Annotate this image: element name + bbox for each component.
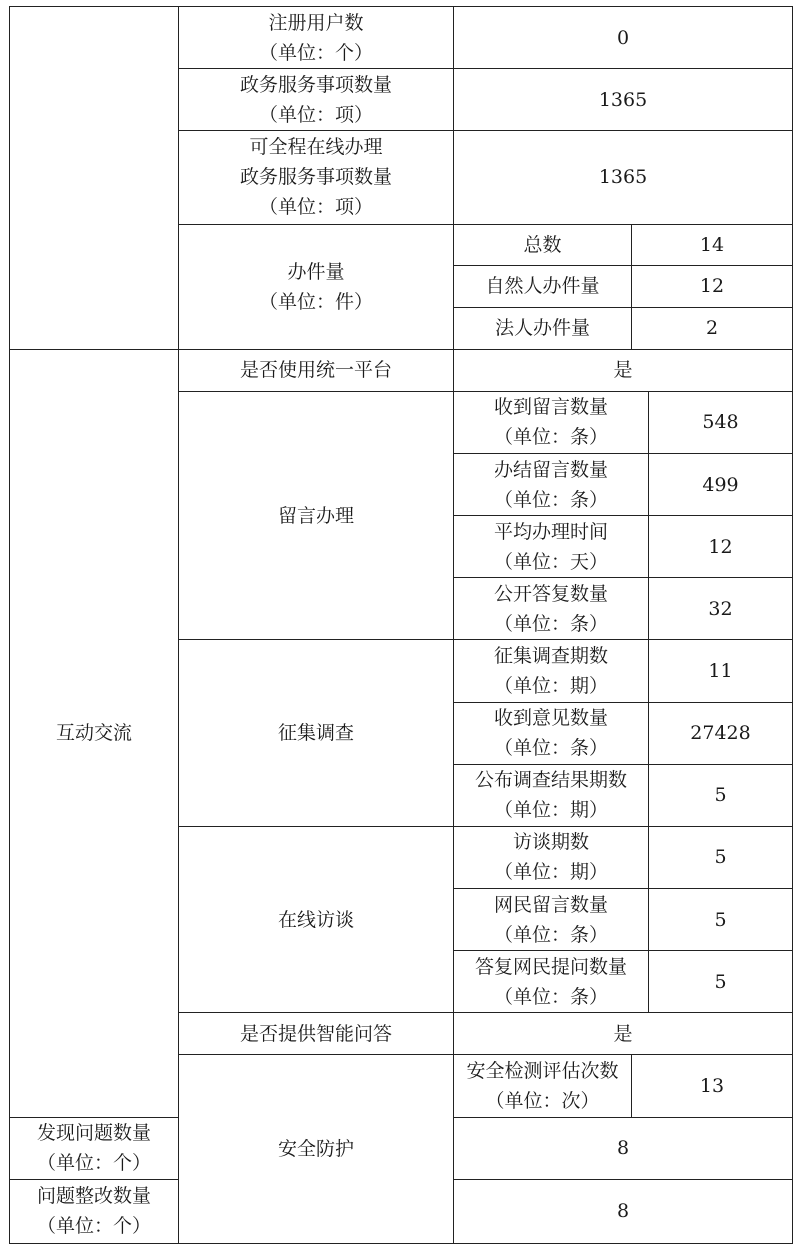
label-cell: 办件量 （单位：件） <box>179 224 454 349</box>
label-cell: 安全检测评估次数 （单位：次） <box>454 1055 632 1117</box>
category-cell-interaction: 互动交流 <box>10 349 179 1117</box>
sub-label-cell: 平均办理时间 （单位：天） <box>454 516 649 578</box>
label-cell: 是否提供智能问答 <box>179 1013 454 1055</box>
value-cell: 548 <box>649 391 793 453</box>
value-cell: 是 <box>454 349 793 391</box>
value-cell: 1365 <box>454 131 793 224</box>
value-cell: 8 <box>454 1179 793 1243</box>
stats-table-sheet <box>9 6 792 1244</box>
value-cell: 11 <box>649 640 793 702</box>
value-cell: 12 <box>649 516 793 578</box>
label-cell: 注册用户数 （单位：个） <box>179 7 454 69</box>
category-cell-security: 安全防护 <box>179 1055 454 1244</box>
sub-label-cell: 公开答复数量 （单位：条） <box>454 578 649 640</box>
label-cell: 是否使用统一平台 <box>179 349 454 391</box>
sub-label-cell: 收到留言数量 （单位：条） <box>454 391 649 453</box>
value-cell: 14 <box>632 224 793 265</box>
label-cell: 在线访谈 <box>179 826 454 1012</box>
value-cell: 27428 <box>649 702 793 764</box>
value-cell: 5 <box>649 951 793 1013</box>
sub-label-cell: 总数 <box>454 224 632 265</box>
sub-label-cell: 网民留言数量 （单位：条） <box>454 889 649 951</box>
value-cell: 1365 <box>454 69 793 131</box>
value-cell: 5 <box>649 826 793 888</box>
sub-label-cell: 公布调查结果期数 （单位：期） <box>454 764 649 826</box>
value-cell: 0 <box>454 7 793 69</box>
sub-label-cell: 征集调查期数 （单位：期） <box>454 640 649 702</box>
label-cell: 问题整改数量 （单位：个） <box>10 1179 179 1243</box>
label-cell: 留言办理 <box>179 391 454 640</box>
value-cell: 12 <box>632 265 793 307</box>
value-cell: 499 <box>649 454 793 516</box>
label-cell: 征集调查 <box>179 640 454 826</box>
value-cell: 5 <box>649 889 793 951</box>
sub-label-cell: 办结留言数量 （单位：条） <box>454 454 649 516</box>
value-cell: 是 <box>454 1013 793 1055</box>
label-cell: 可全程在线办理 政务服务事项数量 （单位：项） <box>179 131 454 224</box>
sub-label-cell: 访谈期数 （单位：期） <box>454 826 649 888</box>
value-cell: 32 <box>649 578 793 640</box>
label-cell: 发现问题数量 （单位：个） <box>10 1117 179 1179</box>
label-cell: 政务服务事项数量 （单位：项） <box>179 69 454 131</box>
value-cell: 13 <box>632 1055 793 1117</box>
sub-label-cell: 收到意见数量 （单位：条） <box>454 702 649 764</box>
category-cell-blank <box>10 7 179 350</box>
sub-label-cell: 法人办件量 <box>454 307 632 349</box>
stats-table <box>9 6 793 1244</box>
sub-label-cell: 自然人办件量 <box>454 265 632 307</box>
table-row <box>10 7 793 69</box>
table-row <box>10 349 793 391</box>
sub-label-cell: 答复网民提问数量 （单位：条） <box>454 951 649 1013</box>
value-cell: 2 <box>632 307 793 349</box>
value-cell: 8 <box>454 1117 793 1179</box>
value-cell: 5 <box>649 764 793 826</box>
